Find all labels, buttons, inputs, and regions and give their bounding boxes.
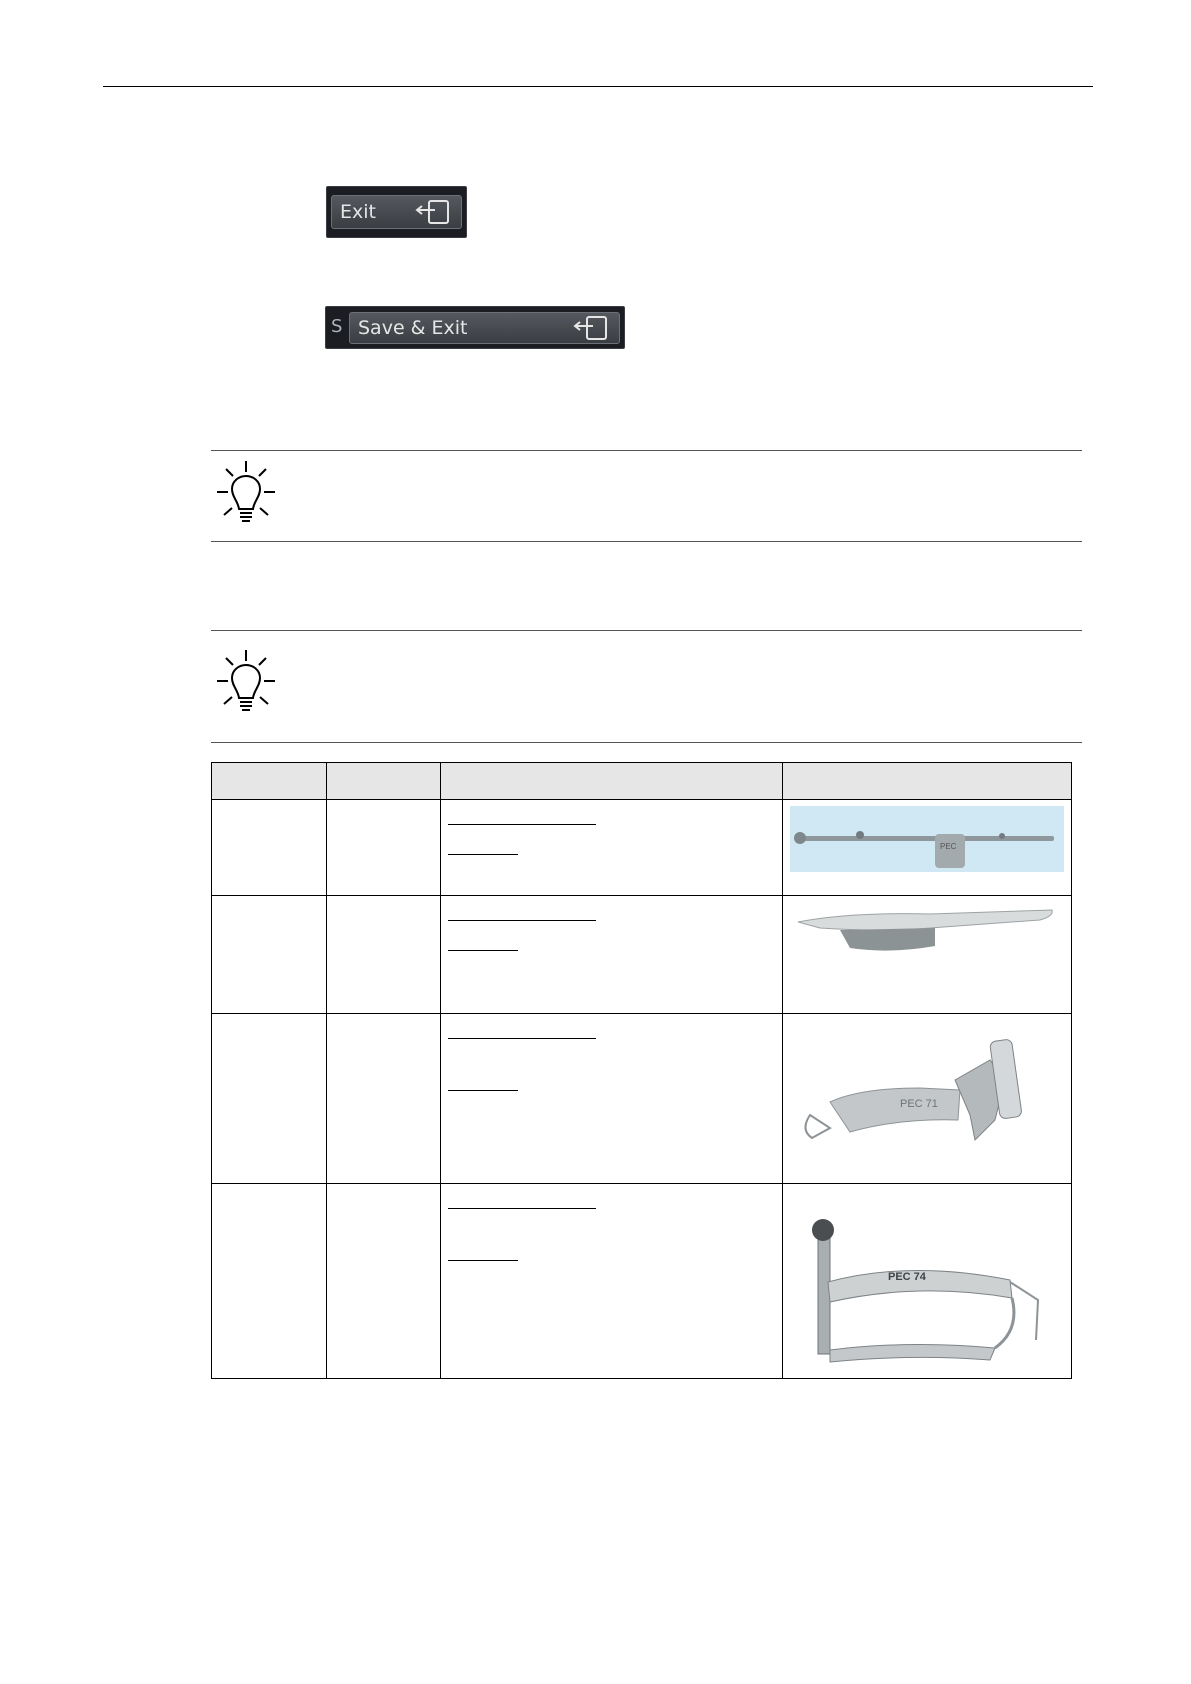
table-cell [441, 896, 783, 1014]
table-cell [212, 1184, 327, 1379]
exit-button[interactable] [326, 186, 467, 238]
clamp-marking-pec74: PEC 74 [888, 1271, 926, 1283]
table-cell [327, 896, 441, 1014]
underlined-link[interactable] [448, 1197, 596, 1209]
save-exit-prefix: S [331, 316, 343, 337]
underlined-link[interactable] [448, 813, 596, 825]
save-exit-button[interactable] [325, 306, 625, 349]
straight-rod-accessory-image [790, 806, 1064, 872]
table-cell [783, 800, 1072, 896]
table-cell [212, 800, 327, 896]
table-cell [783, 896, 1072, 1014]
table-row [212, 800, 1072, 896]
table-row [212, 896, 1072, 1014]
table-cell [212, 896, 327, 1014]
table-row [212, 1014, 1072, 1184]
underlined-link[interactable] [448, 843, 518, 855]
rod-clip-marking: PEC [940, 842, 957, 851]
tip-box [211, 630, 1082, 743]
clamp-marking-pec71: PEC 71 [900, 1098, 938, 1110]
table-cell [783, 1014, 1072, 1184]
lightbulb-icon [214, 648, 278, 714]
underlined-link[interactable] [448, 909, 596, 921]
clamp-accessory-pec71-image [790, 1020, 1064, 1170]
table-cell [212, 1014, 327, 1184]
exit-button-label: Exit [340, 201, 376, 223]
table-header-cell [441, 763, 783, 800]
underlined-link[interactable] [448, 1079, 518, 1091]
accessory-table [211, 762, 1072, 1379]
table-cell [327, 1014, 441, 1184]
table-cell [441, 1184, 783, 1379]
underlined-link[interactable] [448, 939, 518, 951]
table-cell [327, 800, 441, 896]
table-header-cell [327, 763, 441, 800]
lightbulb-icon [214, 459, 278, 525]
underlined-link[interactable] [448, 1027, 596, 1039]
save-exit-button-face[interactable] [349, 312, 620, 344]
table-cell [441, 1014, 783, 1184]
clamp-accessory-pec74-image [790, 1190, 1064, 1370]
table-header-cell [212, 763, 327, 800]
header-rule [103, 86, 1093, 87]
exit-arrow-icon [413, 198, 453, 226]
table-header-row [212, 763, 1072, 800]
tip-box [211, 450, 1082, 542]
table-cell [441, 800, 783, 896]
table-header-cell [783, 763, 1072, 800]
underlined-link[interactable] [448, 1249, 518, 1261]
table-row [212, 1184, 1072, 1379]
table-cell [327, 1184, 441, 1379]
save-exit-button-label: Save & Exit [358, 317, 468, 339]
exit-arrow-icon [571, 314, 611, 342]
curved-plate-accessory-image [790, 902, 1064, 966]
exit-button-face[interactable] [331, 195, 462, 229]
table-cell [783, 1184, 1072, 1379]
